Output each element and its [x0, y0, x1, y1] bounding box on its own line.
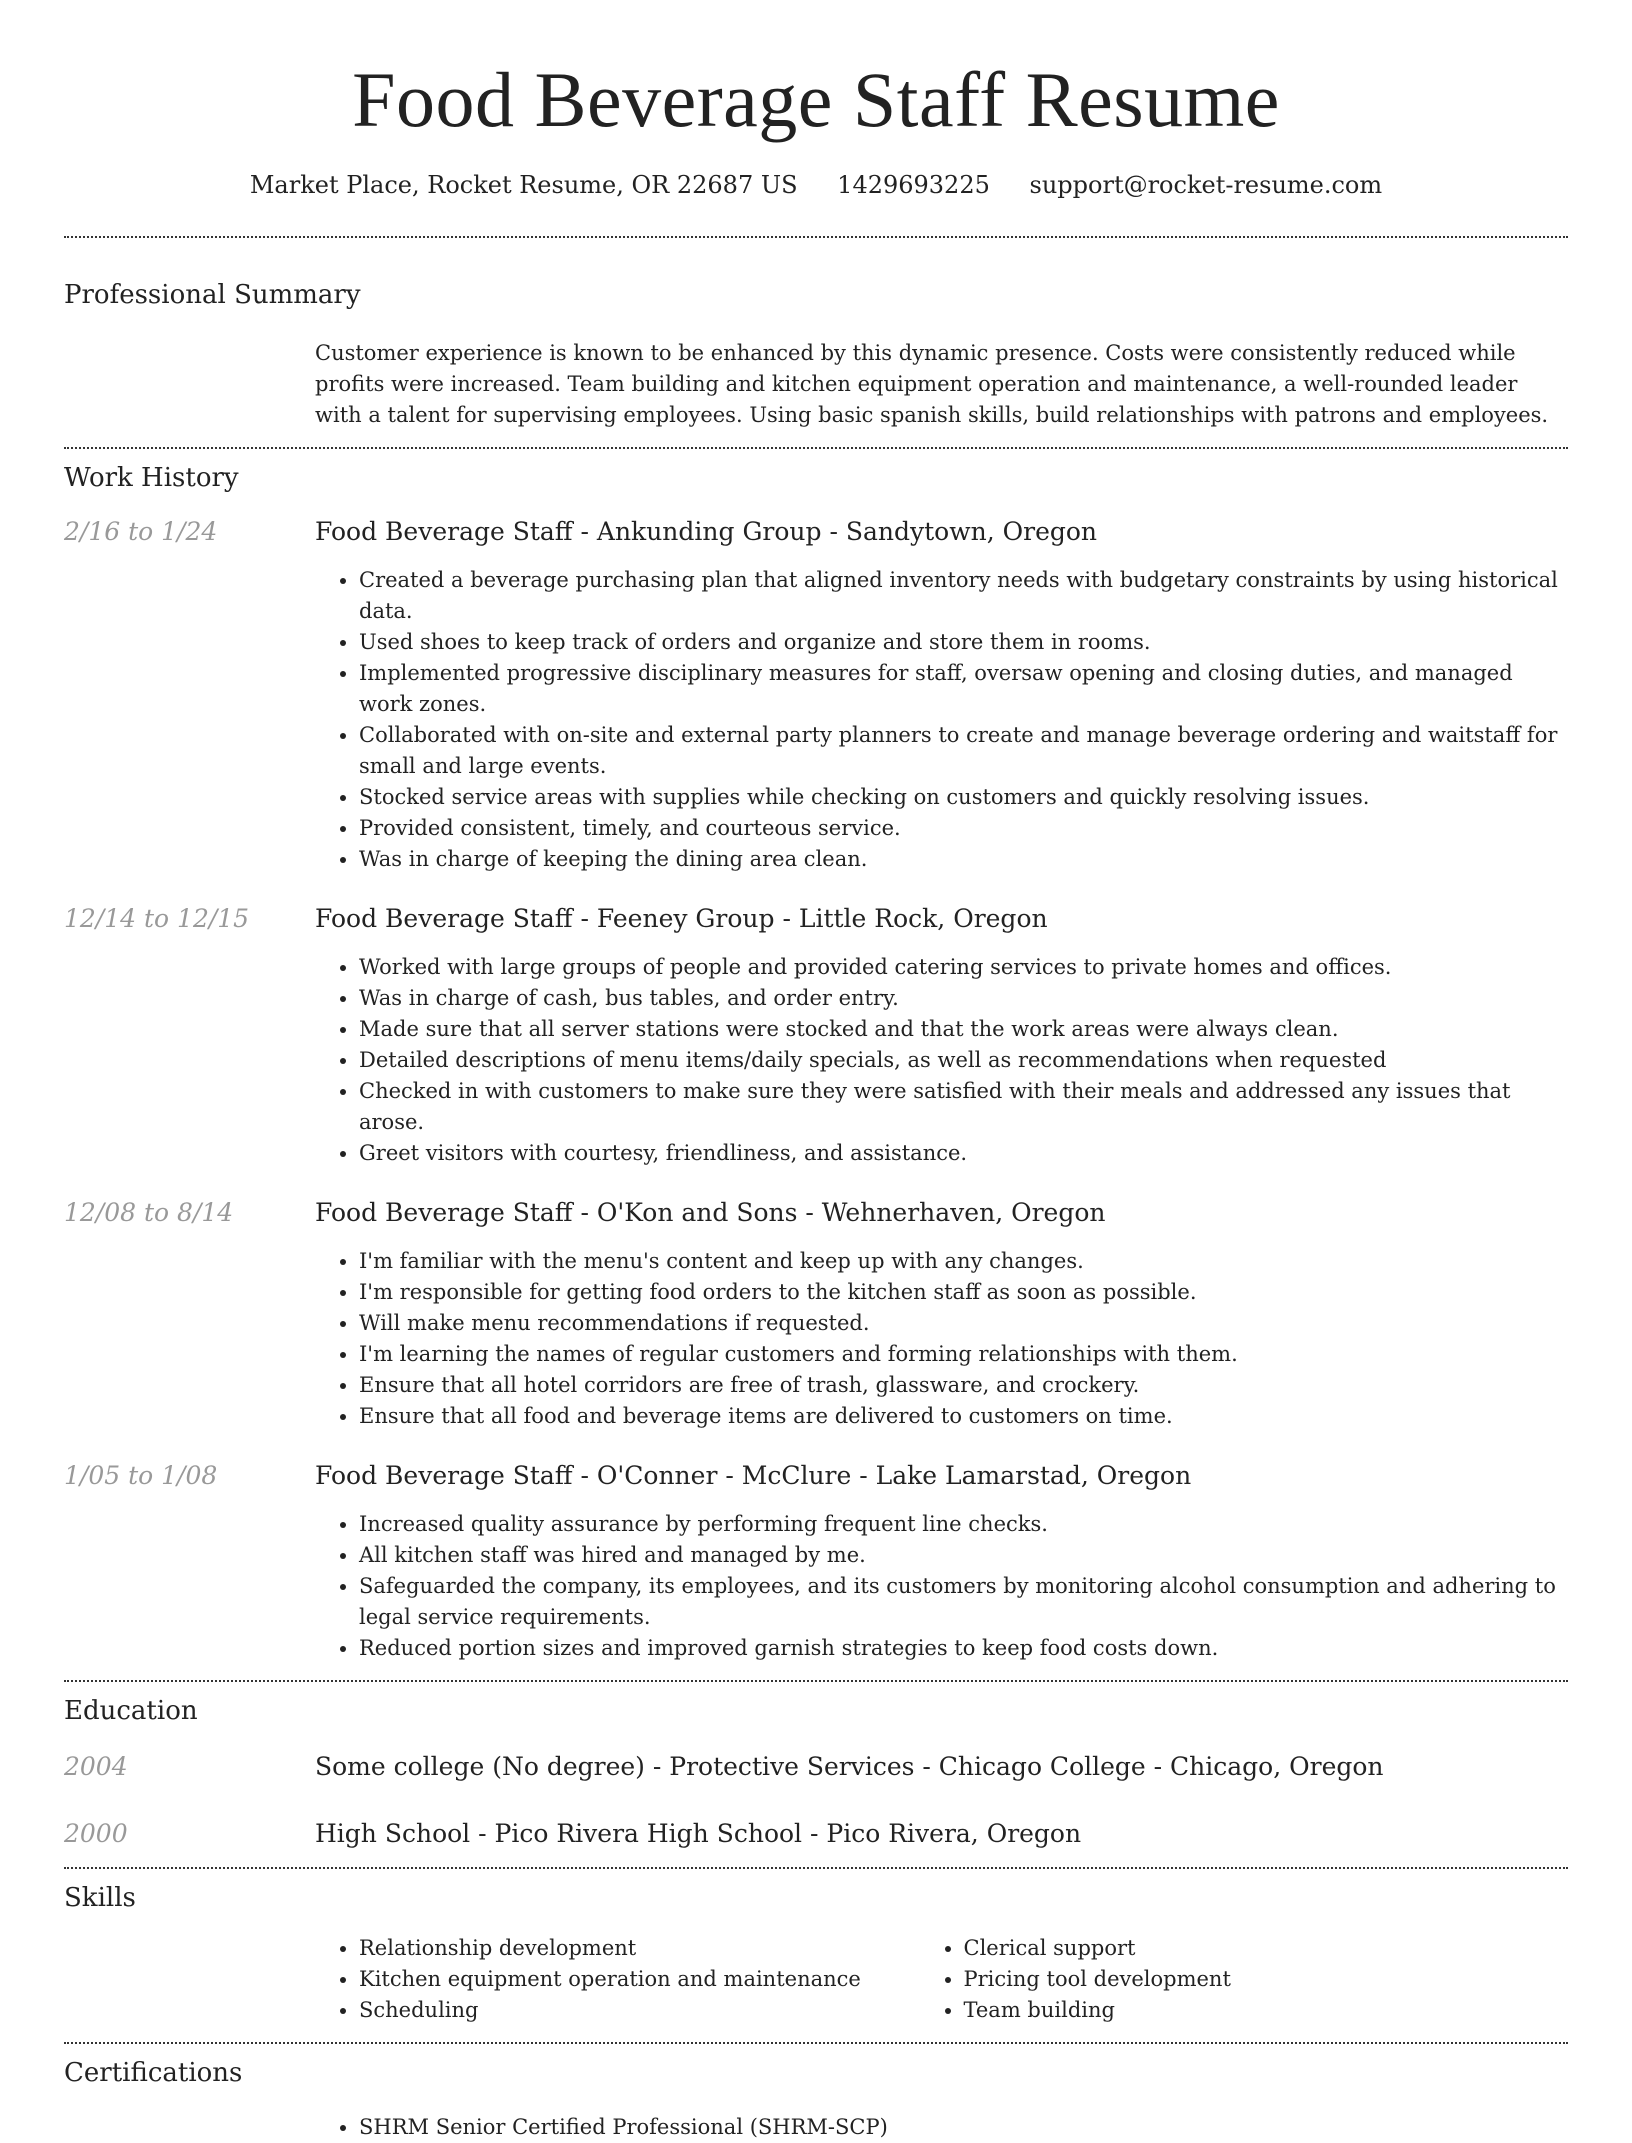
list-item: • Pricing tool development: [964, 1964, 1569, 1995]
skills-column-1: [315, 1933, 964, 2026]
contact-line: [64, 168, 1568, 202]
list-item: • Stocked service areas with supplies while checking on customers and quickly resolving issues.: [359, 782, 1568, 813]
job-title: Food Beverage Staff - O'Kon and Sons - Wehnerhaven, Oregon: [315, 1198, 1106, 1227]
list-item: • Team building: [964, 1995, 1569, 2026]
work-date: 12/08 to 8/14: [64, 1198, 234, 1227]
education-title: Some college (No degree) - Protective Services - Chicago College - Chicago, Oregon: [315, 1752, 1384, 1781]
list-item: • Detailed descriptions of menu items/daily specials, as well as recommendations when requested: [359, 1045, 1568, 1076]
section-divider: [64, 1867, 1568, 1869]
job-bullets: [315, 565, 1568, 875]
work-entry: [64, 1459, 1568, 1664]
section-divider: [64, 1680, 1568, 1682]
education-entry: [64, 1750, 1568, 1784]
contact-email: support@rocket-resume.com: [1029, 171, 1383, 199]
certifications-list: [315, 2112, 1568, 2143]
page-title: Food Beverage Staff Resume: [352, 56, 1280, 143]
summary-text: Customer experience is known to be enhanced by this dynamic presence. Costs were consistently reduced while profits were increased. Team building and kitchen equipment operation and maintenance, a well-rounded leader with a talent for supervising employees. Using basic spanish skills, build relationships with patrons and employees.: [315, 341, 1549, 427]
education-title: High School - Pico Rivera High School - Pico Rivera, Oregon: [315, 1819, 1082, 1848]
certifications-items: [315, 2112, 1568, 2143]
job-title: Food Beverage Staff - O'Conner - McClure - Lake Lamarstad, Oregon: [315, 1461, 1192, 1490]
list-item: • All kitchen staff was hired and managed by me.: [359, 1540, 1568, 1571]
list-item: • Increased quality assurance by performing frequent line checks.: [359, 1509, 1568, 1540]
list-item: • I'm responsible for getting food orders to the kitchen staff as soon as possible.: [359, 1277, 1568, 1308]
job-bullets: [315, 952, 1568, 1169]
list-item: • Will make menu recommendations if requested.: [359, 1308, 1568, 1339]
work-date: 1/05 to 1/08: [64, 1461, 218, 1490]
resume-page: [64, 0, 1568, 2143]
list-item: • Scheduling: [359, 1995, 964, 2026]
list-item: • Created a beverage purchasing plan that aligned inventory needs with budgetary constraints by using historical data.: [359, 565, 1568, 627]
education-year: 2004: [64, 1752, 128, 1781]
job-title: Food Beverage Staff - Ankunding Group - Sandytown, Oregon: [315, 517, 1098, 546]
skills-column-2: [964, 1933, 1569, 2026]
work-date: 2/16 to 1/24: [64, 517, 218, 546]
list-item: • Kitchen equipment operation and maintenance: [359, 1964, 964, 1995]
education-year: 2000: [64, 1819, 128, 1848]
list-item: • Ensure that all hotel corridors are free of trash, glassware, and crockery.: [359, 1370, 1568, 1401]
list-item: • Greet visitors with courtesy, friendliness, and assistance.: [359, 1138, 1568, 1169]
list-item: • Safeguarded the company, its employees, and its customers by monitoring alcohol consumption and adhering to legal service requirements.: [359, 1571, 1568, 1633]
education-entry: [64, 1817, 1568, 1851]
section-heading-education: Education: [64, 1696, 198, 1726]
section-heading-skills: Skills: [64, 1883, 136, 1913]
work-entry: [64, 1196, 1568, 1432]
list-item: • Provided consistent, timely, and courteous service.: [359, 813, 1568, 844]
section-divider: [64, 447, 1568, 449]
work-date: 12/14 to 12/15: [64, 904, 250, 933]
section-divider: [64, 236, 1568, 238]
section-divider: [64, 2042, 1568, 2044]
section-heading-summary: Professional Summary: [64, 280, 361, 310]
skills-list: [315, 1933, 1568, 2026]
list-item: • Was in charge of keeping the dining area clean.: [359, 844, 1568, 875]
list-item: • Ensure that all food and beverage items are delivered to customers on time.: [359, 1401, 1568, 1432]
list-item: • Collaborated with on-site and external party planners to create and manage beverage ordering and waitstaff for small and large events.: [359, 720, 1568, 782]
contact-phone: 1429693225: [837, 171, 990, 199]
job-title: Food Beverage Staff - Feeney Group - Little Rock, Oregon: [315, 904, 1048, 933]
list-item: • Was in charge of cash, bus tables, and order entry.: [359, 983, 1568, 1014]
contact-address: Market Place, Rocket Resume, OR 22687 US: [249, 171, 798, 199]
list-item: • Worked with large groups of people and provided catering services to private homes and offices.: [359, 952, 1568, 983]
work-entry: [64, 515, 1568, 875]
section-heading-work-history: Work History: [64, 463, 239, 493]
list-item: • SHRM Senior Certified Professional (SHRM-SCP): [359, 2112, 1568, 2143]
list-item: • Relationship development: [359, 1933, 964, 1964]
list-item: • I'm learning the names of regular customers and forming relationships with them.: [359, 1339, 1568, 1370]
list-item: • Reduced portion sizes and improved garnish strategies to keep food costs down.: [359, 1633, 1568, 1664]
work-entry: [64, 902, 1568, 1169]
job-bullets: [315, 1246, 1568, 1432]
job-bullets: [315, 1509, 1568, 1664]
list-item: • Checked in with customers to make sure they were satisfied with their meals and addressed any issues that arose.: [359, 1076, 1568, 1138]
list-item: • Implemented progressive disciplinary measures for staff, oversaw opening and closing duties, and managed work zones.: [359, 658, 1568, 720]
list-item: • Used shoes to keep track of orders and organize and store them in rooms.: [359, 627, 1568, 658]
list-item: • Made sure that all server stations were stocked and that the work areas were always clean.: [359, 1014, 1568, 1045]
list-item: • Clerical support: [964, 1933, 1569, 1964]
section-heading-certifications: Certifications: [64, 2058, 243, 2088]
list-item: • I'm familiar with the menu's content and keep up with any changes.: [359, 1246, 1568, 1277]
